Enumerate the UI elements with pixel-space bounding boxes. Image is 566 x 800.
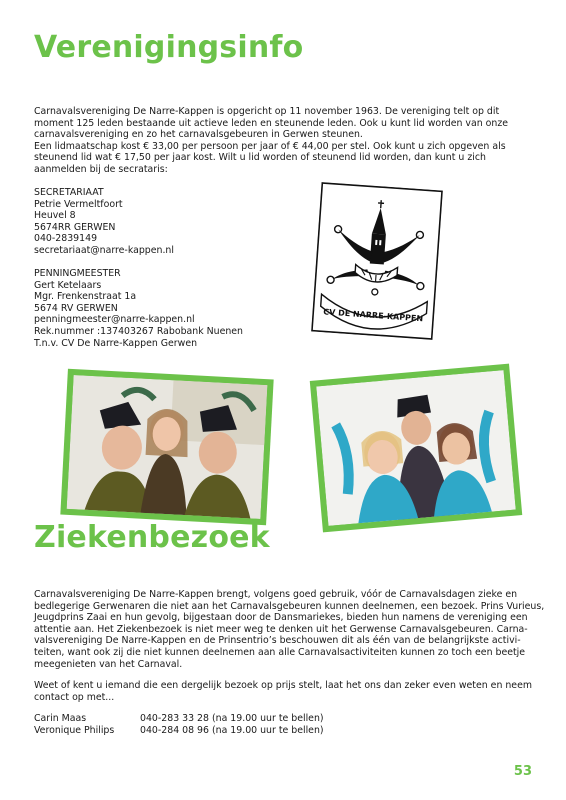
intro-line: moment 125 leden bestaande uit actieve leden en steunende leden. Ook u kunt lid worden van onze (34, 117, 509, 129)
paragraph-line: Jeugdprins Zaai en hun gevolg, bijgestaan door de Dansmariekes, bieden hun namens de vereniging een (34, 612, 528, 624)
penningmeester-name: Gert Ketelaars (34, 279, 102, 291)
section-title-verenigingsinfo: Verenigingsinfo (34, 30, 304, 65)
contact-row (34, 725, 324, 737)
photo-prince-trio (310, 364, 522, 533)
page-number: 53 (513, 764, 532, 779)
penningmeester-account-holder: T.n.v. CV De Narre-Kappen Gerwen (34, 337, 198, 349)
intro-paragraph (34, 106, 508, 176)
penningmeester-block (34, 268, 243, 349)
contact-name: Carin Maas (34, 713, 87, 724)
ziekenbezoek-paragraph-1 (34, 589, 544, 670)
penningmeester-account: Rek.nummer :137403267 Rabobank Nuenen (34, 325, 244, 337)
contact-list (34, 713, 324, 737)
paragraph-line: valsvereniging De Narre-Kappen en de Prinsentrio’s beschouwen dit als één van de belangrijkste activi- (34, 635, 521, 647)
section-title-ziekenbezoek: Ziekenbezoek (34, 520, 270, 555)
secretariaat-heading: SECRETARIAAT (34, 187, 104, 198)
contact-phone: 040-283 33 28 (na 19.00 uur te bellen) (140, 713, 324, 724)
contact-row (34, 713, 324, 725)
photo-youth-prince-group (60, 369, 273, 526)
secretariaat-street: Heuvel 8 (34, 210, 76, 222)
contact-name: Veronique Philips (34, 724, 115, 736)
paragraph-line: teiten, want ook zij die niet kunnen deelnemen aan alle Carnavalsactiviteiten kunnen zo toch een beetje (34, 646, 526, 658)
penningmeester-street: Mgr. Frenkenstraat 1a (34, 291, 137, 303)
ziekenbezoek-paragraph-2 (34, 680, 532, 703)
paragraph-line: contact op met... (34, 691, 115, 703)
intro-line: Een lidmaatschap kost € 33,00 per persoon per jaar of € 44,00 per stel. Ook kunt u zich opgeven als (34, 140, 506, 152)
secretariaat-phone: 040-2839149 (34, 233, 98, 245)
secretariaat-city: 5674RR GERWEN (34, 221, 116, 233)
contact-phone: 040-284 08 96 (na 19.00 uur te bellen) (140, 724, 324, 736)
penningmeester-email[interactable]: penningmeester@narre-kappen.nl (34, 314, 195, 326)
secretariaat-email[interactable]: secretariaat@narre-kappen.nl (34, 244, 174, 256)
paragraph-line: Carnavalsvereniging De Narre-Kappen brengt, volgens goed gebruik, vóór de Carnavalsdagen zieke en (34, 589, 518, 600)
paragraph-line: meegenieten van het Carnaval. (34, 658, 183, 670)
intro-line: Carnavalsvereniging De Narre-Kappen is opgericht op 11 november 1963. De vereniging telt op dit (34, 106, 500, 117)
intro-line: steunend lid wat € 17,50 per jaar kost. Wilt u lid worden of steunend lid worden, dan kunt u zich (34, 152, 486, 164)
svg-text:CV DE NARRE-KAPPEN: CV DE NARRE-KAPPEN (322, 307, 424, 324)
penningmeester-heading: PENNINGMEESTER (34, 268, 121, 279)
paragraph-line: bedlegerige Gerwenaren die niet aan het Carnavalsgebeuren kunnen deelnemen, een bezoek. Prins Vurieus, (34, 600, 545, 612)
secretariaat-block (34, 187, 174, 257)
paragraph-line: Weet of kent u iemand die een dergelijk bezoek op prijs stelt, laat het ons dan zeker even weten en neem (34, 680, 532, 691)
intro-line: carnavalsvereniging en zo het carnavalsgebeuren in Gerwen steunen. (34, 129, 363, 141)
paragraph-line: attentie aan. Het Ziekenbezoek is niet meer weg te denken uit het Gerwense Carnavalsgebeuren. Carna- (34, 623, 528, 635)
intro-line: aanmelden bij de secrataris: (34, 163, 168, 175)
penningmeester-city: 5674 RV GERWEN (34, 302, 118, 314)
secretariaat-name: Petrie Vermeltfoort (34, 198, 123, 210)
narre-kappen-crest-logo (311, 182, 443, 340)
